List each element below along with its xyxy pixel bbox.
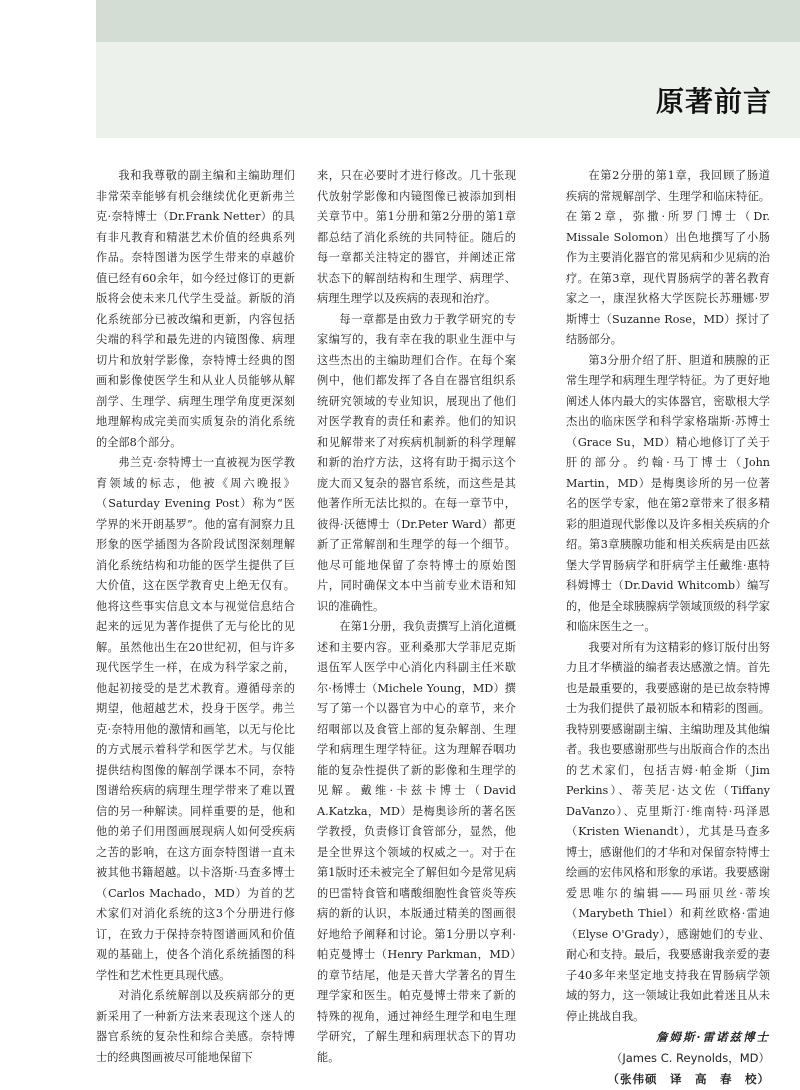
paragraph: 对消化系统解剖以及疾病部分的更新采用了一种新方法来表现这个迷人的器官系统的复杂性和综合美感。奈特博士的经典图画被尽可能地保留下 (96, 989, 295, 1064)
text-column-3 (566, 166, 770, 1090)
paragraph: 我要对所有为这精彩的修订版付出努力且才华横溢的编者表达感激之情。首先也是最重要的，我要感谢的是已故奈特博士为我们提供了最初版本和精彩的图画。我特别要感谢副主编、主编助理及其他编者。我也要感谢那些与出版商合作的杰出的艺术家们，包括吉姆·帕金斯（Jim Perkins）、蒂芙尼·达文佐（Tiffany DaVanzo）、克里斯汀·维南特·玛泽恩（Kristen Wienandt），尤其是马查多博士，感谢他们的才华和对保留奈特博士绘画的宏伟风格和形象的承诺。我要感谢爱思唯尔的编辑——玛丽贝丝·蒂埃（Marybeth Thiel）和莉丝欧格·雷迪（Elyse O'Grady），感谢她们的专业、耐心和支持。最后，我要感谢我亲爱的妻子40多年来坚定地支持我在胃肠病学领域的努力，这一领域让我如此着迷且从未停止挑战自我。 (566, 640, 770, 1023)
signature-name-english: （James C. Reynolds，MD） (610, 1051, 770, 1065)
signature-block (566, 1027, 770, 1090)
paragraph: 每一章都是由致力于教学研究的专家编写的，我有幸在我的职业生涯中与这些杰出的主编助理们合作。在每个案例中，他们都发挥了各自在器官组织系统研究领域的专业知识，展现出了他们对医学教育的责任和素养。他们的知识和见解带来了对疾病机制新的科学理解和新的治疗方法，这将有助于揭示这个庞大而又复杂的器官系统，而这些是其他著作所无法比拟的。在每一章节中，彼得·沃德博士（Dr.Peter Ward）都更新了正常解剖和生理学的每一个细节。他尽可能地保留了奈特博士的原始图片，同时确保文本中当前专业术语和知识的准确性。 (317, 312, 516, 613)
page-title: 原著前言 (655, 85, 772, 118)
paragraph-continued: 来，只在必要时才进行修改。几十张现代放射学影像和内镜图像已被添加到相关章节中。第1分册和第2分册的第1章都总结了消化系统的共同特征。随后的每一章都关注特定的器官，并阐述正常状态下的解剖结构和生理学、病理学、病理生理学以及疾病的表现和治疗。 (317, 169, 516, 305)
header-title-band (96, 42, 800, 138)
paragraph: 在第1分册，我负责撰写上消化道概述和主要内容。亚利桑那大学菲尼克斯退伍军人医学中心消化内科副主任米歇尔·杨博士（Michele Young，MD）撰写了第一个以器官为中心的章节，来介绍咽部以及食管上部的复杂解剖、生理学和病理生理学特征。这为理解吞咽功能的复杂性提供了新的影像和生理学的见解。戴维·卡兹卡博士（David A.Katzka，MD）是梅奥诊所的著名医学教授，负责修订食管部分，显然，他是全世界这个领域的权威之一。对于在第1版时还未被完全了解但如今是常见病的巴雷特食管和嗜酸细胞性食管炎等疾病的新的认识，本版通过精美的图画很好地给予阐释和讨论。第1分册以亨利·帕克曼博士（Henry Parkman，MD）的章节结尾，他是天普大学著名的胃生理学家和医生。帕克曼博士带来了新的特殊的视角，通过神经生理学和电生理学研究，了解生理和病理状态下的胃功能。 (317, 620, 516, 1064)
paragraph: 弗兰克·奈特博士一直被视为医学教育领域的标志，他被《周六晚报》（Saturday Evening Post）称为“医学界的米开朗基罗”。他的富有洞察力且形象的医学插图为各阶段试图深刻理解消化系统结构和功能的医学生提供了巨大价值，这在医学教育史上绝无仅有。他将这些事实信息文本与视觉信息结合起来的远见为著作提供了无与伦比的见解。虽然他出生在20世纪初，但与许多现代医学生一样，在成为科学家之前，他起初接受的是艺术教育。遵循母亲的期望，他超越艺术，投身于医学。弗兰克·奈特用他的激情和画笔，以无与伦比的方式展示着科学和医学艺术。与仅能提供结构图像的解剖学课本不同，奈特图谱给疾病的病理生理学带来了难以置信的另一种解读。同样重要的是，他和他的弟子们用图画展现病人如何受疾病之苦的影响，在这方面奈特图谱一直未被其他书籍超越。以卡洛斯·马查多博士（Carlos Machado，MD）为首的艺术家们对消化系统的这3个分册进行修订，在致力于保持奈特图谱画风和价值观的基础上，使各个消化系统插图的科学性和艺术性更具现代感。 (96, 456, 295, 982)
paragraph: 在第2分册的第1章，我回顾了肠道疾病的常规解剖学、生理学和临床特征。在第2章，弥撒·所罗门博士（Dr. Missale Solomon）出色地撰写了小肠作为主要消化器官的常见病和少见病的治疗。在第3章，现代胃肠病学的著名教育家之一，康涅狄格大学医院长苏珊娜·罗斯博士（Suzanne Rose，MD）探讨了结肠部分。 (566, 169, 770, 346)
paragraph: 我和我尊敬的副主编和主编助理们非常荣幸能够有机会继续优化更新弗兰克·奈特博士（Dr.Frank Netter）的具有非凡教育和精湛艺术价值的经典系列作品。奈特图谱为医学生带来的卓越价值已经有60余年，如今经过修订的更新版将会使未来几代学生受益。新版的消化系统部分已被改编和更新，内容包括尖端的科学和最先进的内镜图像、病理切片和放射学影像，奈特博士经典的图画和影像使医学生和从业人员能够从解剖学、生理学、病理生理学角度更深刻地理解构成完美而实质复杂的消化系统的全部8个部分。 (96, 169, 295, 449)
text-column-2 (317, 166, 516, 1068)
text-column-1 (96, 166, 295, 1068)
header-top-band (96, 0, 800, 42)
signature-name: 詹姆斯·雷诺兹博士 (655, 1030, 770, 1044)
paragraph: 第3分册介绍了肝、胆道和胰腺的正常生理学和病理生理学特征。为了更好地阐述人体内最大的实体器官，密歇根大学杰出的临床医学和科学家格瑞斯·苏博士（Grace Su，MD）精心地修订了关于肝的部分。约翰·马丁博士（John Martin，MD）是梅奥诊所的另一位著名的医学专家，他在第2章带来了很多精彩的胆道现代影像以及许多相关疾病的介绍。第3章胰腺功能和相关疾病是由匹兹堡大学胃肠病学和肝病学主任戴维·惠特科姆博士（Dr.David Whitcomb）编写的，他是全球胰腺病学领域顶级的科学家和临床医生之一。 (566, 353, 770, 633)
translator-credit: （张伟硕 译 高 春 校） (607, 1072, 770, 1086)
